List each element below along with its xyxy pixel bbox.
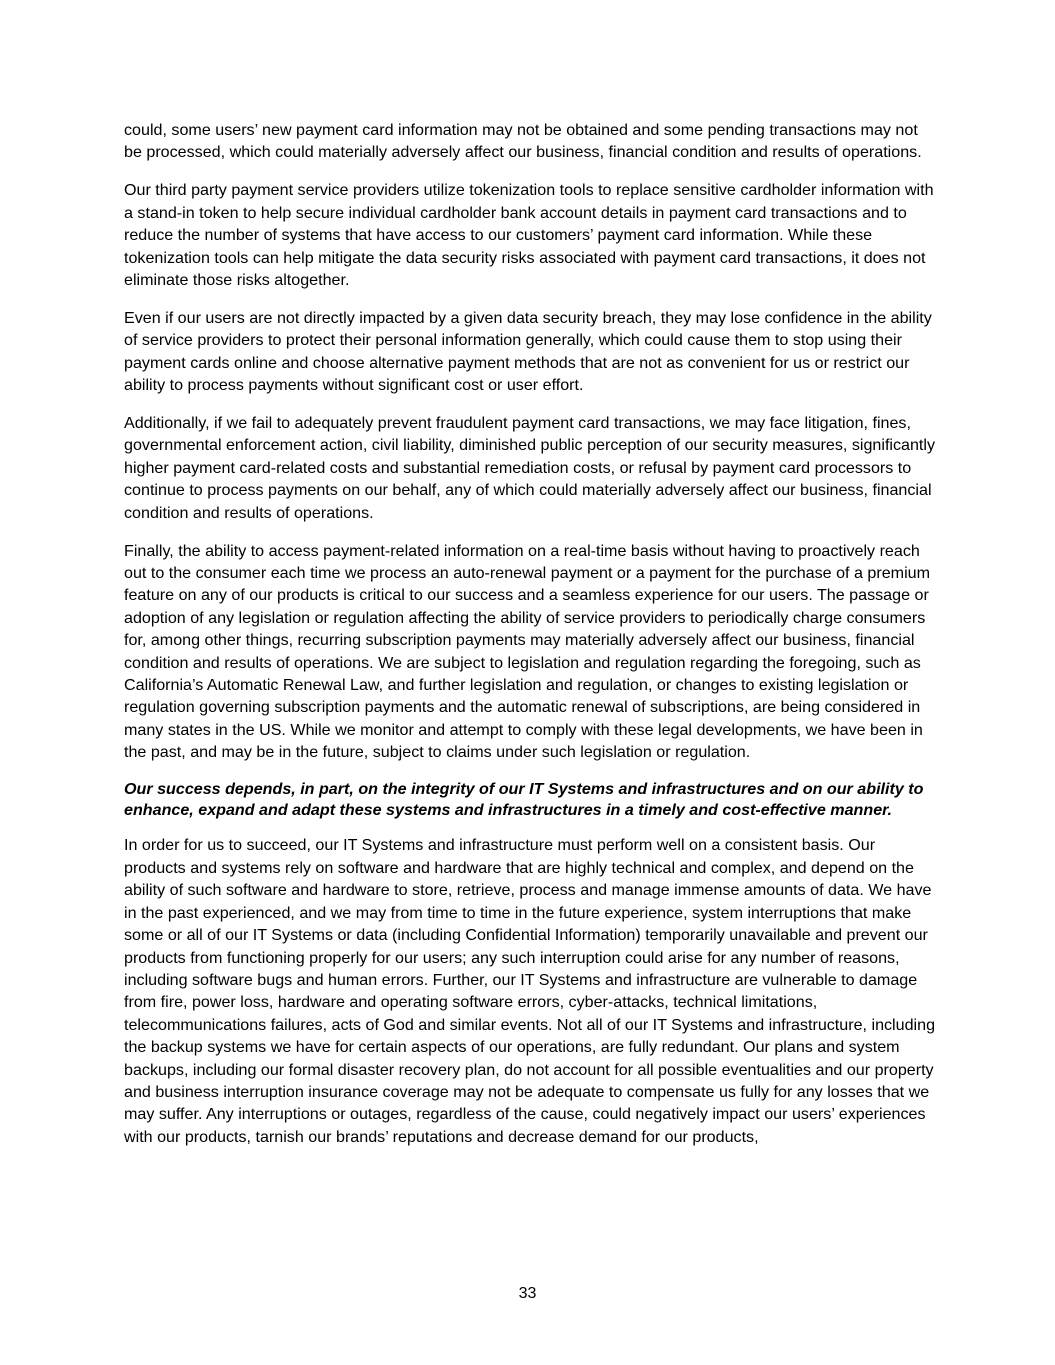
page-number: 33: [518, 1285, 537, 1302]
section-heading-it-systems: Our success depends, in part, on the integrity of our IT Systems and infrastructures and on our ability to enhance, expand and adapt these systems and infrastructures in a timely and cost-effective manner.: [124, 780, 924, 819]
paragraph-fraudulent-transactions: Additionally, if we fail to adequately prevent fraudulent payment card transactions, we may face litigation, fines, governmental enforcement action, civil liability, diminished public perception of our security measures, significantly higher payment card-related costs and substantial remediation costs, or refusal by payment card processors to continue to process payments on our behalf, any of which could materially adversely affect our business, financial condition and results of operations.: [124, 413, 936, 522]
paragraph-payment-card-info: could, some users’ new payment card information may not be obtained and some pending transactions may not be processed, which could materially adversely affect our business, financial condition and results of operations.: [124, 121, 922, 162]
paragraph-user-confidence: Even if our users are not directly impacted by a given data security breach, they may lose confidence in the ability of service providers to protect their personal information generally, which could cause them to stop using their payment cards online and choose alternative payment methods that are not as convenient for us or restrict our ability to process payments without significant cost or user effort.: [124, 308, 932, 395]
document-body: [124, 119, 936, 1164]
paragraph-it-systems-performance: In order for us to succeed, our IT Systems and infrastructure must perform well on a consistent basis. Our products and systems rely on software and hardware that are highly technical and complex, and depend on the ability of such software and hardware to store, retrieve, process and manage immense amounts of data. We have in the past experienced, and we may from time to time in the future experience, system interruptions that make some or all of our IT Systems or data (including Confidential Information) temporarily unavailable and prevent our products from functioning properly for our users; any such interruption could arise for any number of reasons, including software bugs and human errors. Further, our IT Systems and infrastructure are vulnerable to damage from fire, power loss, hardware and operating software errors, cyber-attacks, technical limitations, telecommunications failures, acts of God and similar events. Not all of our IT Systems and infrastructure, including the backup systems we have for certain aspects of our operations, are fully redundant. Our plans and system backups, including our formal disaster recovery plan, do not account for all possible eventualities and our property and business interruption insurance coverage may not be adequate to compensate us fully for any losses that we may suffer. Any interruptions or outages, regardless of the cause, could negatively impact our users’ experiences with our products, tarnish our brands’ reputations and decrease demand for our products,: [124, 836, 936, 1146]
paragraph-auto-renewal-legislation: Finally, the ability to access payment-related information on a real-time basis without having to proactively reach out to the consumer each time we process an auto-renewal payment or a payment for the purchase of a premium feature on any of our products is critical to our success and a seamless experience for our users. The passage or adoption of any legislation or regulation affecting the ability of service providers to periodically charge consumers for, among other things, recurring subscription payments may materially adversely affect our business, financial condition and results of operations. We are subject to legislation and regulation regarding the foregoing, such as California’s Automatic Renewal Law, and further legislation and regulation, or changes to existing legislation or regulation governing subscription payments and the automatic renewal of subscriptions, are being considered in many states in the US. While we monitor and attempt to comply with these legal developments, we have been in the past, and may be in the future, subject to claims under such legislation or regulation.: [124, 541, 930, 762]
paragraph-tokenization: Our third party payment service providers utilize tokenization tools to replace sensitive cardholder information with a stand-in token to help secure individual cardholder bank account details in payment card transactions and to reduce the number of systems that have access to our customers’ payment card information. While these tokenization tools can help mitigate the data security risks associated with payment card transactions, it does not eliminate those risks altogether.: [124, 181, 934, 289]
